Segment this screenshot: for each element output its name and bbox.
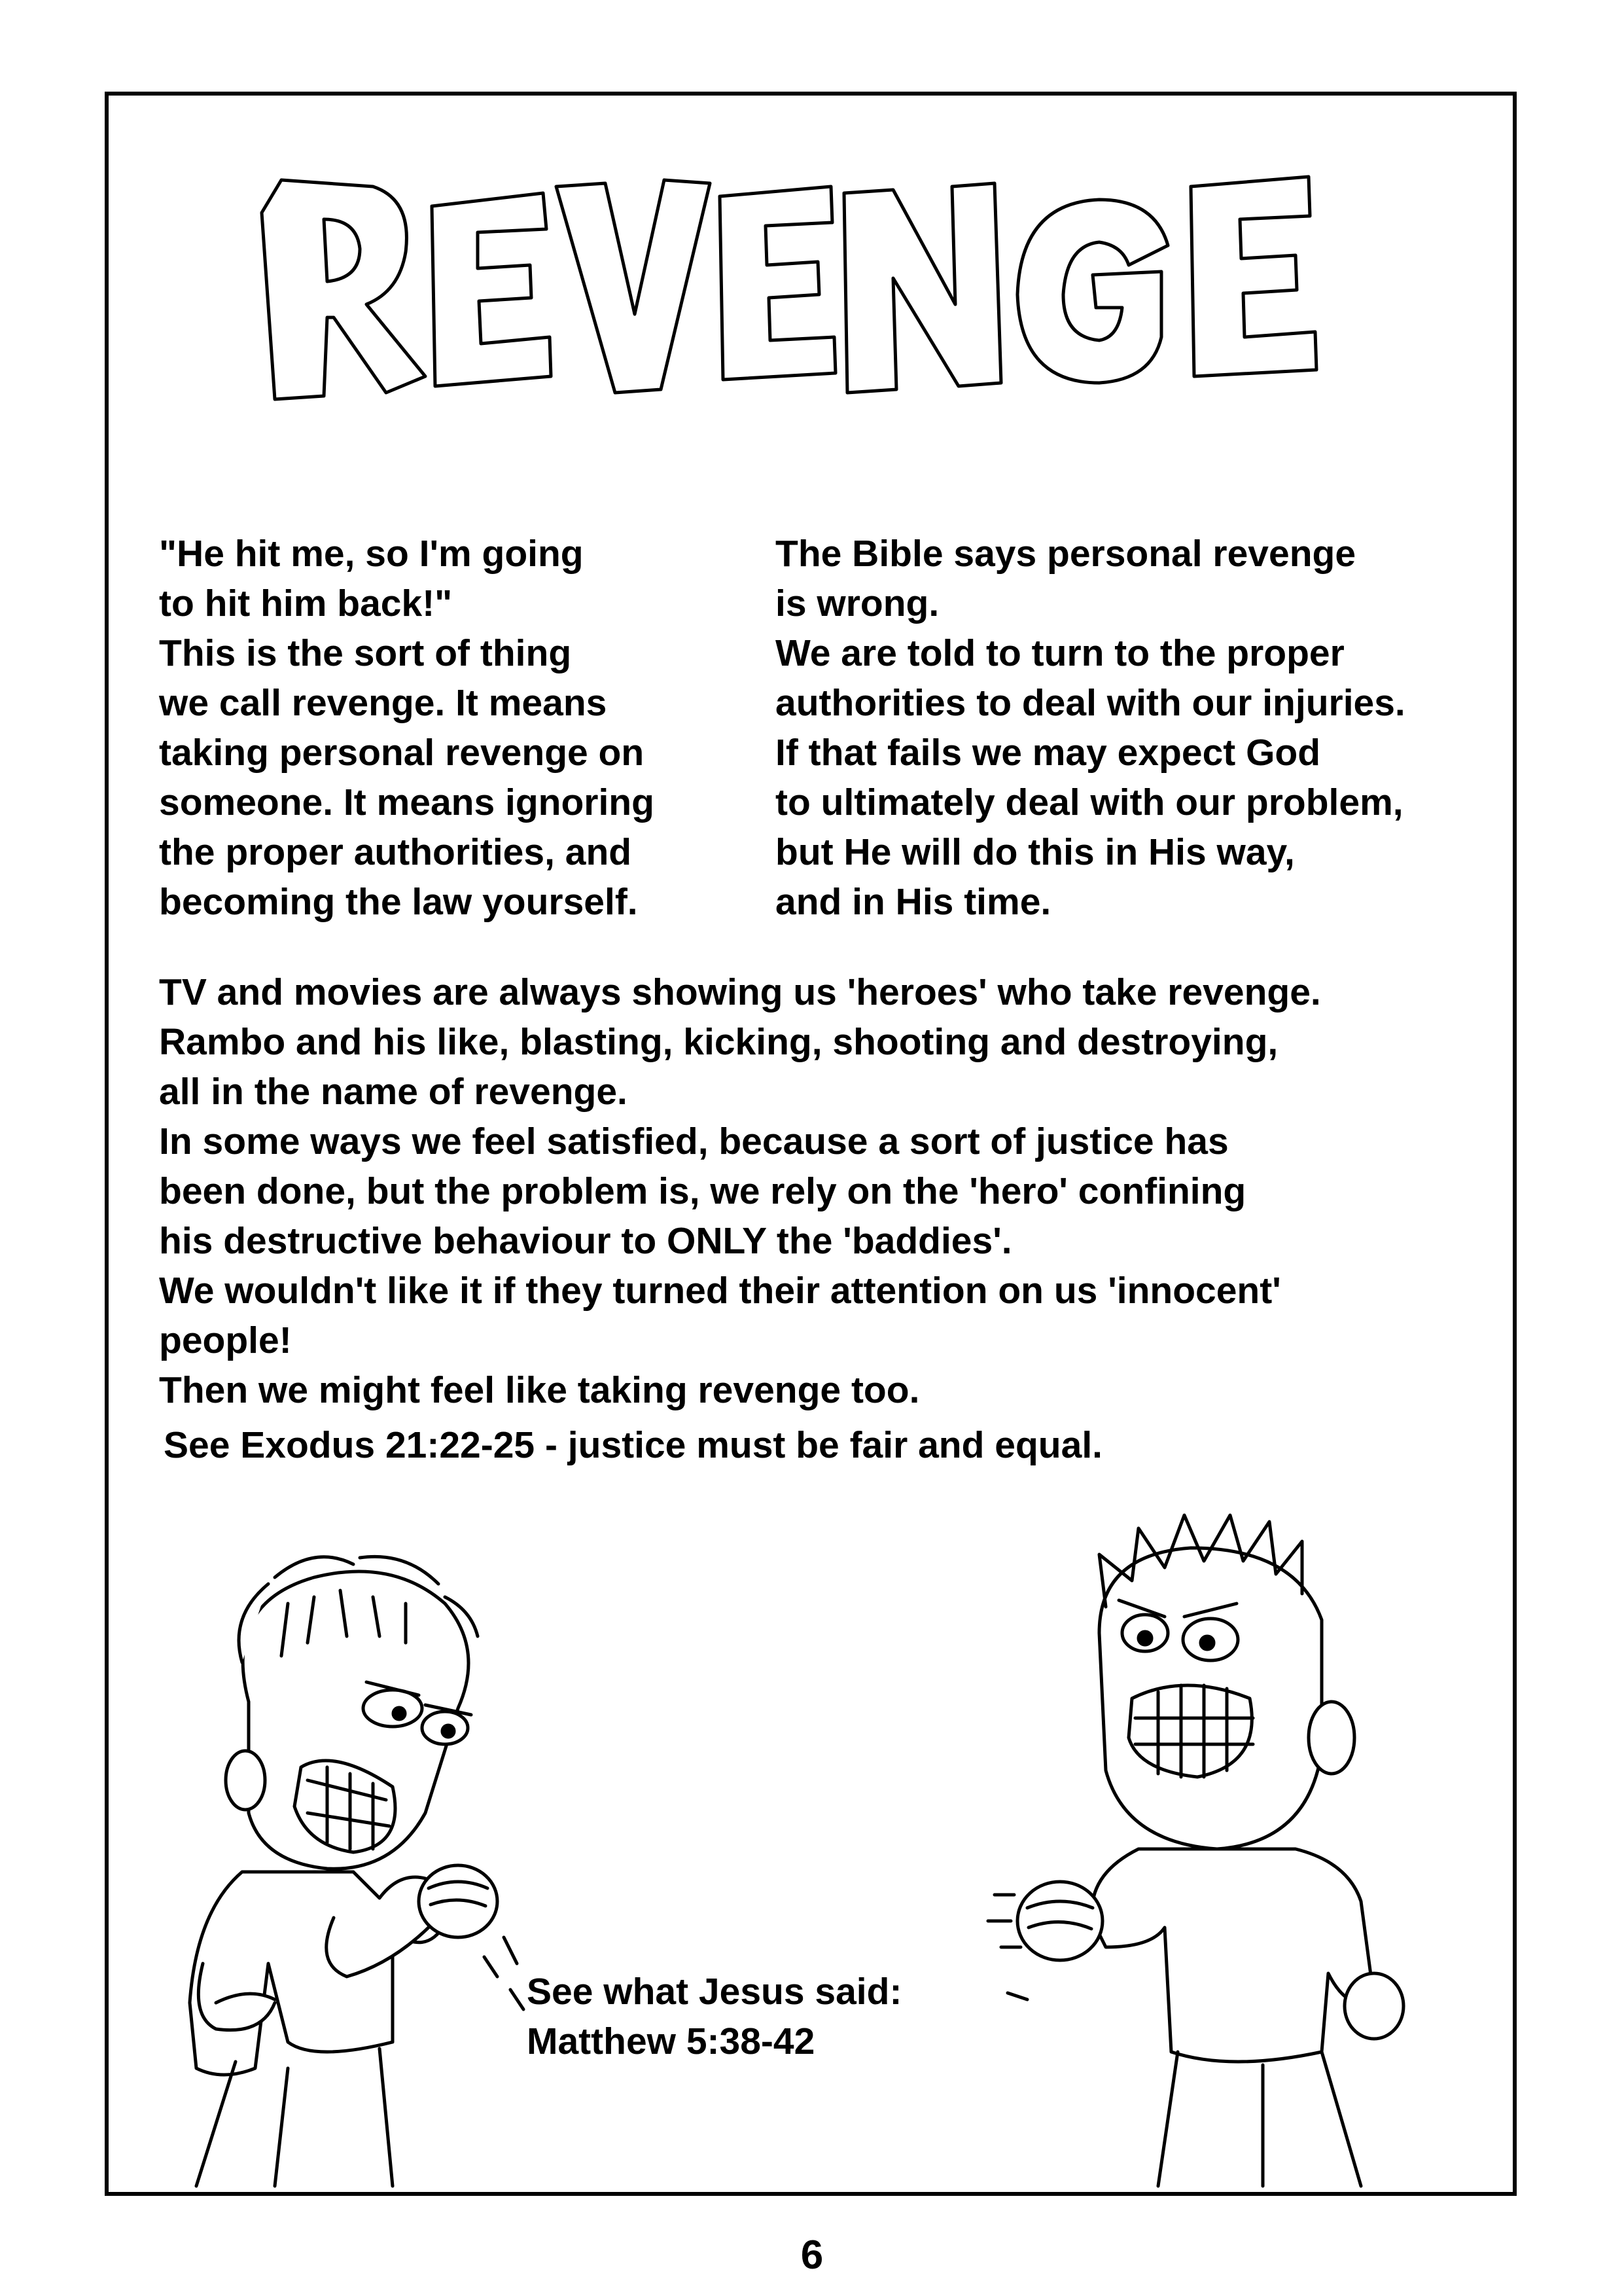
left-column-text xyxy=(159,529,761,927)
left-line: This is the sort of thing xyxy=(159,632,572,674)
left-line: the proper authorities, and xyxy=(159,831,632,873)
exodus-reference: See Exodus 21:22-25 - justice must be fair and equal. xyxy=(164,1424,1103,1466)
main-line: TV and movies are always showing us 'heroes' who take revenge. xyxy=(159,971,1321,1013)
left-line: taking personal revenge on xyxy=(159,732,644,774)
left-line: "He hit me, so I'm going xyxy=(159,533,584,575)
title-lettering xyxy=(249,141,1387,416)
left-line: we call revenge. It means xyxy=(159,682,607,724)
main-line: his destructive behaviour to ONLY the 'baddies'. xyxy=(159,1220,1012,1262)
right-column-text xyxy=(775,529,1515,927)
right-line: and in His time. xyxy=(775,881,1051,923)
right-line: The Bible says personal revenge xyxy=(775,533,1356,575)
main-line: Rambo and his like, blasting, kicking, shooting and destroying, xyxy=(159,1021,1279,1063)
left-line: to hit him back!" xyxy=(159,583,453,624)
main-line: all in the name of revenge. xyxy=(159,1071,627,1113)
right-line: but He will do this in His way, xyxy=(775,831,1295,873)
jesus-ref-line2: Matthew 5:38-42 xyxy=(527,2020,815,2062)
left-line: someone. It means ignoring xyxy=(159,781,654,823)
right-line: We are told to turn to the proper xyxy=(775,632,1345,674)
jesus-ref-line1: See what Jesus said: xyxy=(527,1971,902,2013)
main-line: In some ways we feel satisfied, because a sort of justice has xyxy=(159,1121,1229,1162)
main-line: Then we might feel like taking revenge too. xyxy=(159,1369,920,1411)
jesus-reference xyxy=(527,1967,1050,2066)
main-line: been done, but the problem is, we rely on the 'hero' confining xyxy=(159,1170,1246,1212)
page-number: 6 xyxy=(800,2233,824,2278)
main-paragraph xyxy=(159,967,1507,1415)
main-line: We wouldn't like it if they turned their attention on us 'innocent' xyxy=(159,1270,1281,1312)
angry-boy-right-illustration xyxy=(955,1476,1479,2189)
right-line: is wrong. xyxy=(775,583,940,624)
right-line: to ultimately deal with our problem, xyxy=(775,781,1403,823)
left-line: becoming the law yourself. xyxy=(159,881,638,923)
right-line: authorities to deal with our injuries. xyxy=(775,682,1405,724)
right-line: If that fails we may expect God xyxy=(775,732,1321,774)
main-line: people! xyxy=(159,1319,292,1361)
angry-boy-left-illustration xyxy=(118,1505,707,2189)
